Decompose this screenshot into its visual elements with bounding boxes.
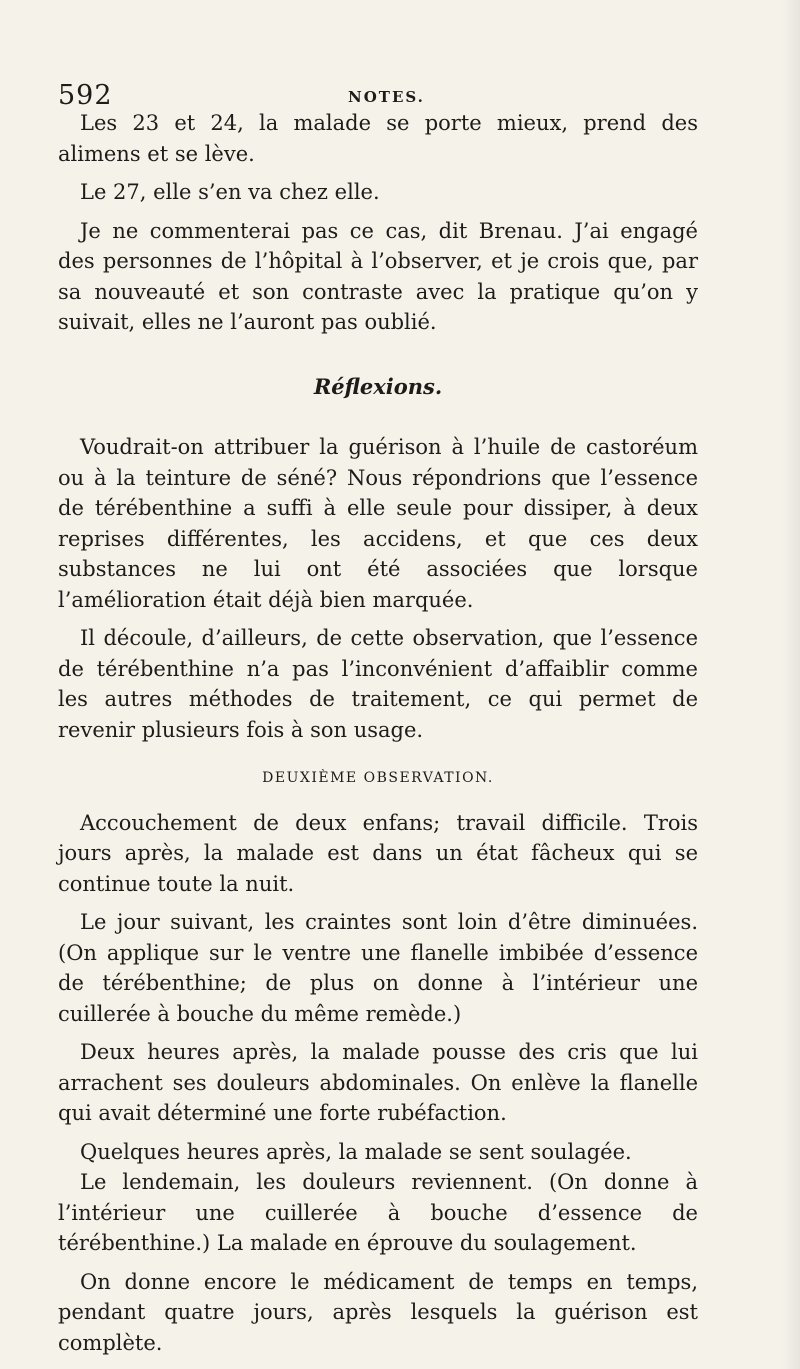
paragraph-4: Voudrait-on attribuer la guérison à l’huile de castoréum ou à la teinture de séné? Nous répondrions que l’essence de térébenthine a suffi à elle seule pour dissiper, à deux reprises différentes, les accidens, et que ces deux substances ne lui ont été associées que lorsque l’amélioration était déjà bien marquée.: [58, 435, 698, 612]
paragraph-8: Deux heures après, la malade pousse des cris que lui arrachent ses douleurs abdominales. On enlève la flanelle qui avait déterminé une forte rubéfaction.: [58, 1040, 698, 1125]
page-header: [58, 80, 678, 110]
paragraph-1: Les 23 et 24, la malade se porte mieux, prend des alimens et se lève.: [58, 111, 698, 166]
page-edge-shadow: [782, 0, 800, 1369]
paragraph-10: Le lendemain, les douleurs reviennent. (On donne à l’intérieur une cuillerée à bouche d’essence de térébenthine.) La malade en éprouve du soulagement.: [58, 1170, 698, 1255]
paragraph-7: Le jour suivant, les craintes sont loin d’être diminuées. (On applique sur le ventre une flanelle imbibée d’essence de térébenthine; de plus on donne à l’intérieur une cuillerée à bouche du même remède.): [58, 910, 698, 1026]
section-heading-observation: DEUXIÈME OBSERVATION.: [262, 770, 494, 786]
paragraph-2: Le 27, elle s’en va chez elle.: [80, 180, 380, 204]
paragraph-5: Il découle, d’ailleurs, de cette observation, que l’essence de térébenthine n’a pas l’inconvénient d’affaiblir comme les autres méthodes de traitement, ce qui permet de revenir plusieurs fois à son usage.: [58, 626, 698, 742]
paragraph-3: Je ne commenterai pas ce cas, dit Brenau. J’ai engagé des personnes de l’hôpital à l’observer, et je crois que, par sa nouveauté et son contraste avec la pratique qu’on y suivait, elles ne l’auront pas oublié.: [58, 218, 698, 334]
paragraph-6: Accouchement de deux enfans; travail difficile. Trois jours après, la malade est dans un état fâcheux qui se continue toute la nuit.: [58, 810, 698, 896]
paragraph-9: Quelques heures après, la malade se sent soulagée.: [80, 1139, 632, 1164]
paragraph-11: On donne encore le médicament de temps en temps, pendant quatre jours, après lesquels la guérison est complète.: [58, 1269, 698, 1355]
running-head: NOTES.: [348, 88, 425, 106]
section-heading-reflexions: Réflexions.: [313, 373, 443, 399]
page-number: 592: [58, 80, 113, 111]
page-body: [58, 108, 698, 1358]
